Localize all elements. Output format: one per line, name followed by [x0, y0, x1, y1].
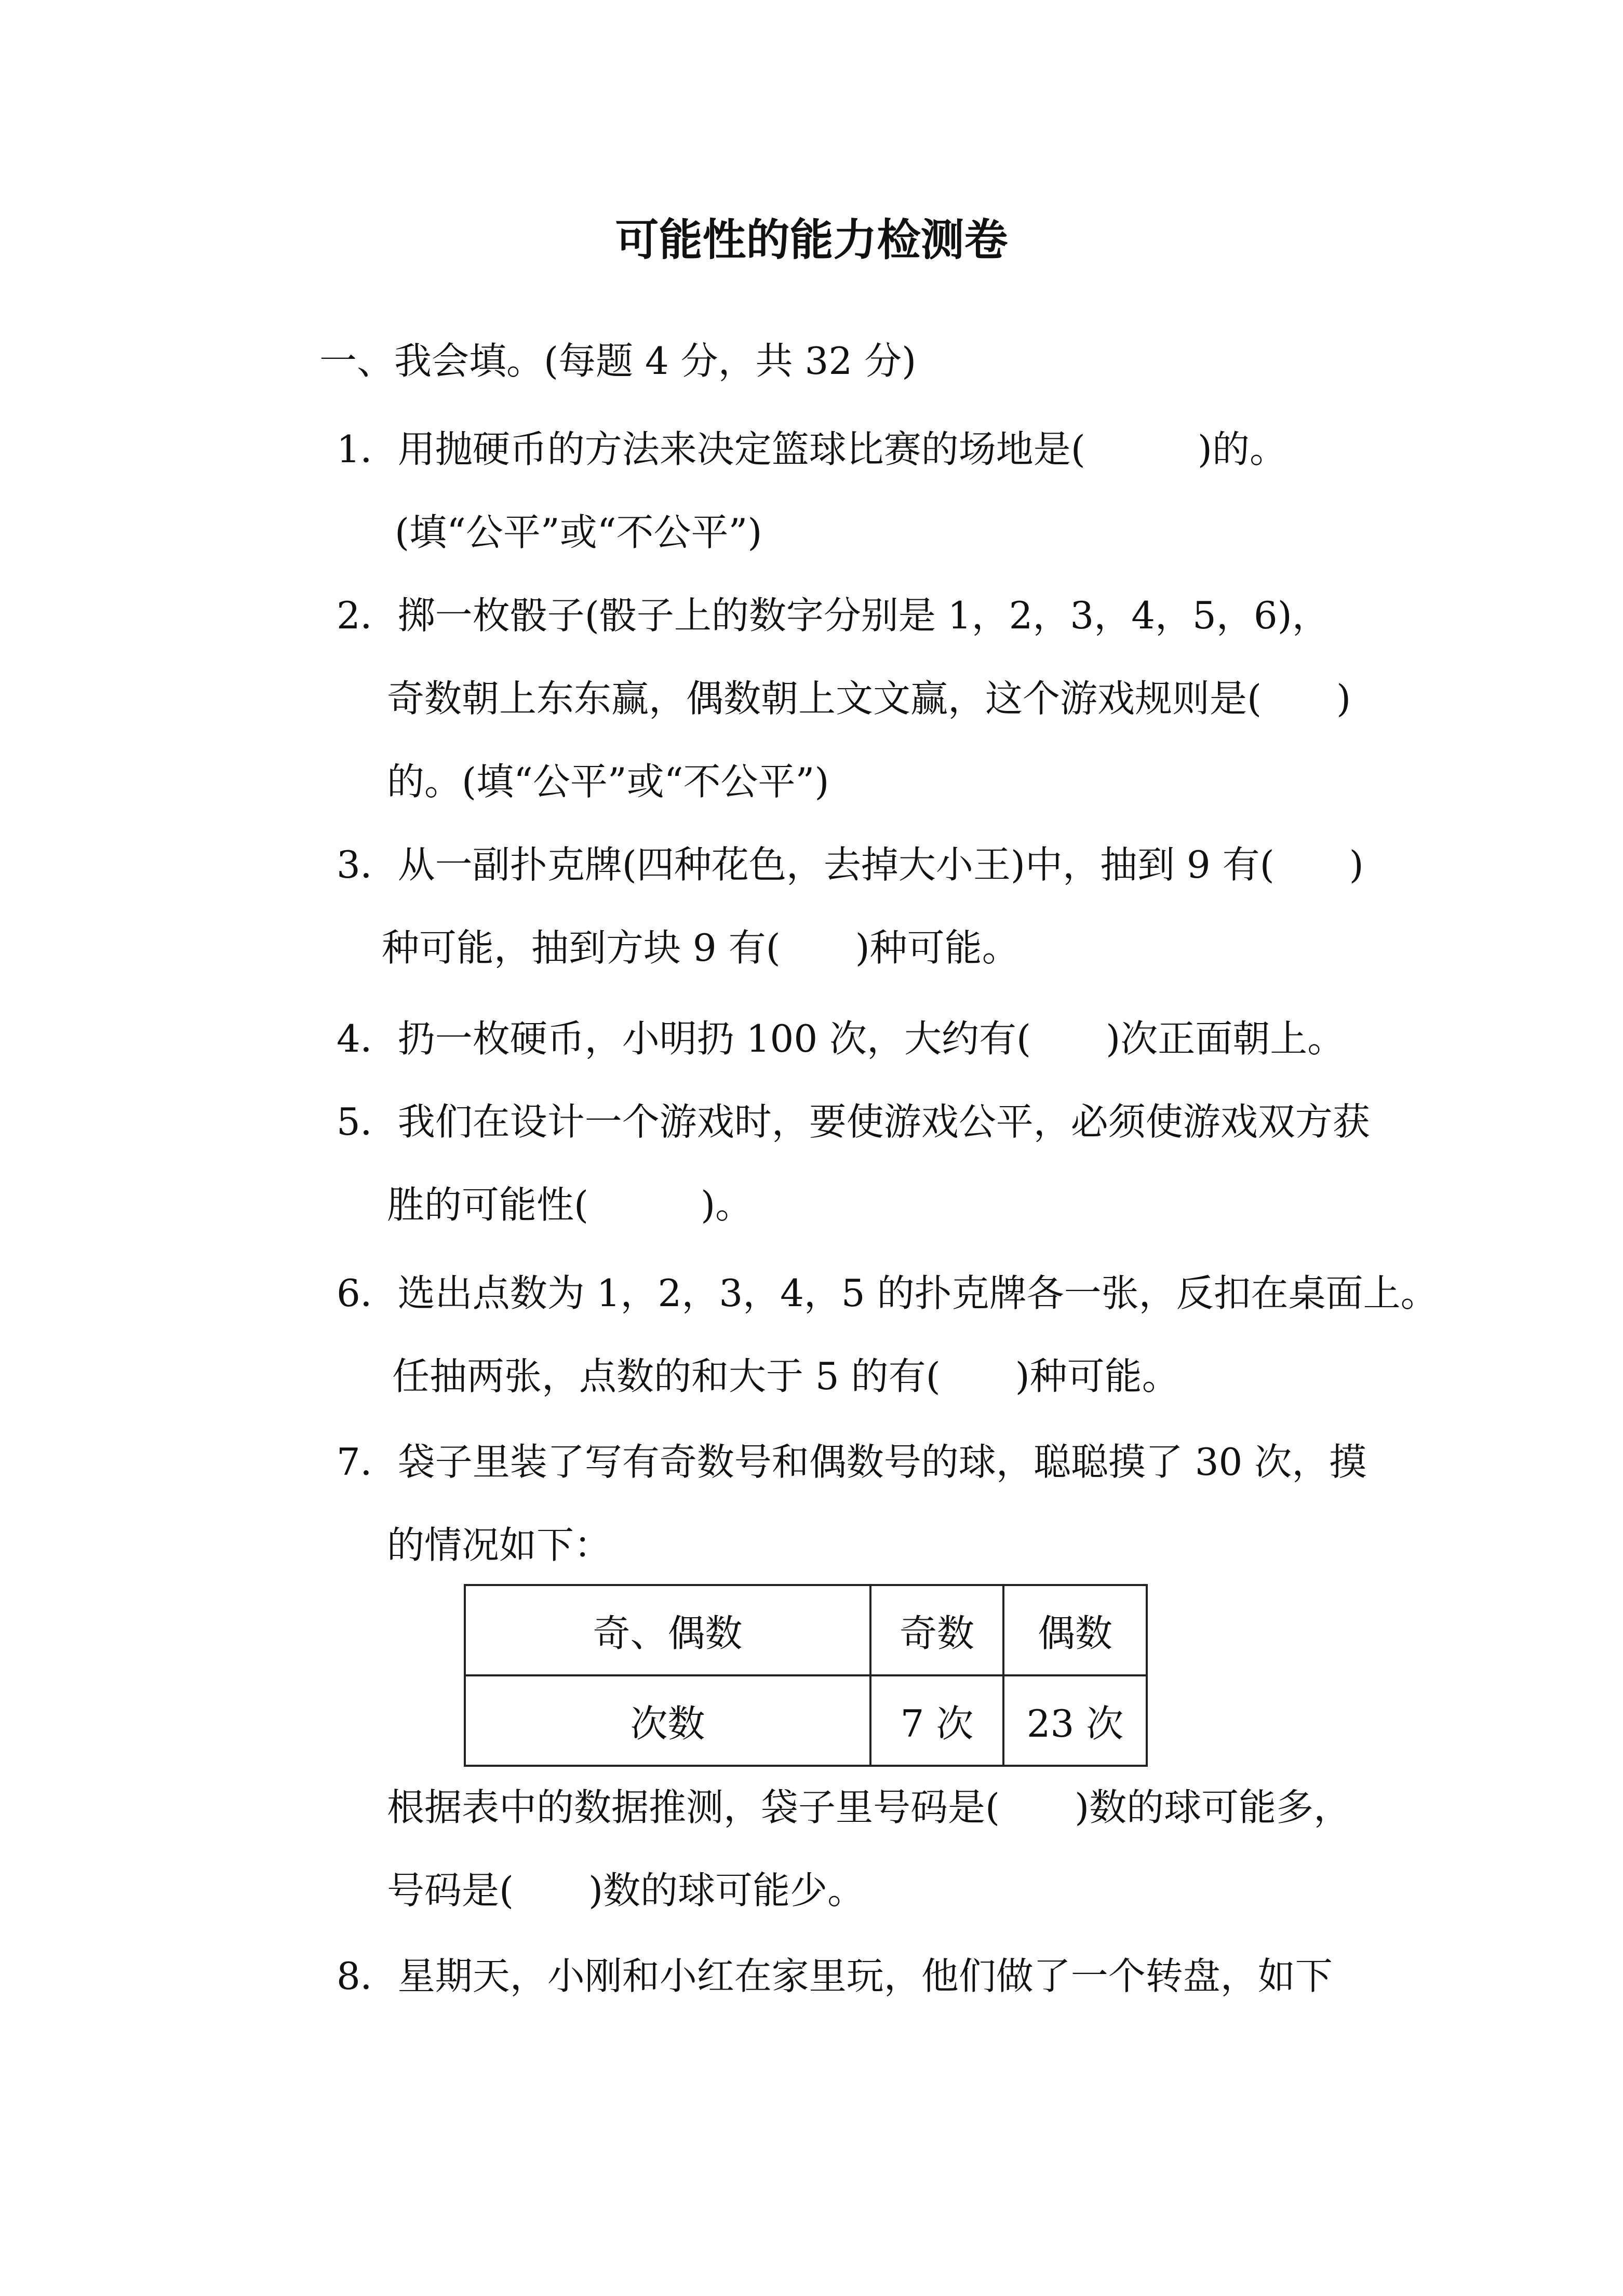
question-7-line-4: 号码是( )数的球可能少。 — [387, 1869, 865, 1912]
question-1-line-2: (填“公平”或“不公平”) — [395, 511, 762, 554]
question-3-line-2: 种可能，抽到方块 9 有( )种可能。 — [382, 926, 1020, 970]
question-7-line-1: 7．袋子里装了写有奇数号和偶数号的球，聪聪摸了 30 次，摸 — [337, 1440, 1367, 1484]
question-1-line-1: 1．用抛硬币的方法来决定篮球比赛的场地是( )的。 — [337, 427, 1287, 471]
table-cell: 23 次 — [1003, 1675, 1147, 1766]
question-6-line-1: 6．选出点数为 1，2，3，4，5 的扑克牌各一张，反扣在桌面上。 — [337, 1271, 1438, 1315]
table-row — [465, 1675, 1147, 1766]
question-6-line-2: 任抽两张，点数的和大于 5 的有( )种可能。 — [392, 1354, 1179, 1398]
question-5-line-2: 胜的可能性( )。 — [387, 1183, 753, 1227]
table-header-cell: 奇、偶数 — [465, 1585, 870, 1675]
question-7-line-2: 的情况如下： — [387, 1523, 612, 1567]
table-cell: 次数 — [465, 1675, 870, 1766]
question-7-line-3: 根据表中的数据推测，袋子里号码是( )数的球可能多， — [387, 1785, 1351, 1829]
section-heading: 一、我会填。(每题 4 分，共 32 分) — [319, 339, 917, 383]
page-title: 可能性的能力检测卷 — [615, 214, 1008, 265]
question-4-line-1: 4．扔一枚硬币，小明扔 100 次，大约有( )次正面朝上。 — [337, 1017, 1345, 1060]
question-3-line-1: 3．从一副扑克牌(四种花色，去掉大小王)中，抽到 9 有( ) — [337, 843, 1364, 887]
question-8-line-1: 8．星期天，小刚和小红在家里玩，他们做了一个转盘，如下 — [337, 1954, 1333, 1998]
question-2-line-1: 2．掷一枚骰子(骰子上的数字分别是 1，2，3，4，5，6)， — [337, 594, 1330, 637]
table-header-cell: 偶数 — [1003, 1585, 1147, 1675]
table-header-row — [465, 1585, 1147, 1675]
question-2-line-3: 的。(填“公平”或“不公平”) — [387, 760, 829, 803]
results-table — [464, 1584, 1148, 1767]
question-5-line-1: 5．我们在设计一个游戏时，要使游戏公平，必须使游戏双方获 — [337, 1100, 1370, 1144]
table-cell: 7 次 — [870, 1675, 1003, 1766]
table-header-cell: 奇数 — [870, 1585, 1003, 1675]
question-2-line-2: 奇数朝上东东赢，偶数朝上文文赢，这个游戏规则是( ) — [387, 677, 1351, 720]
